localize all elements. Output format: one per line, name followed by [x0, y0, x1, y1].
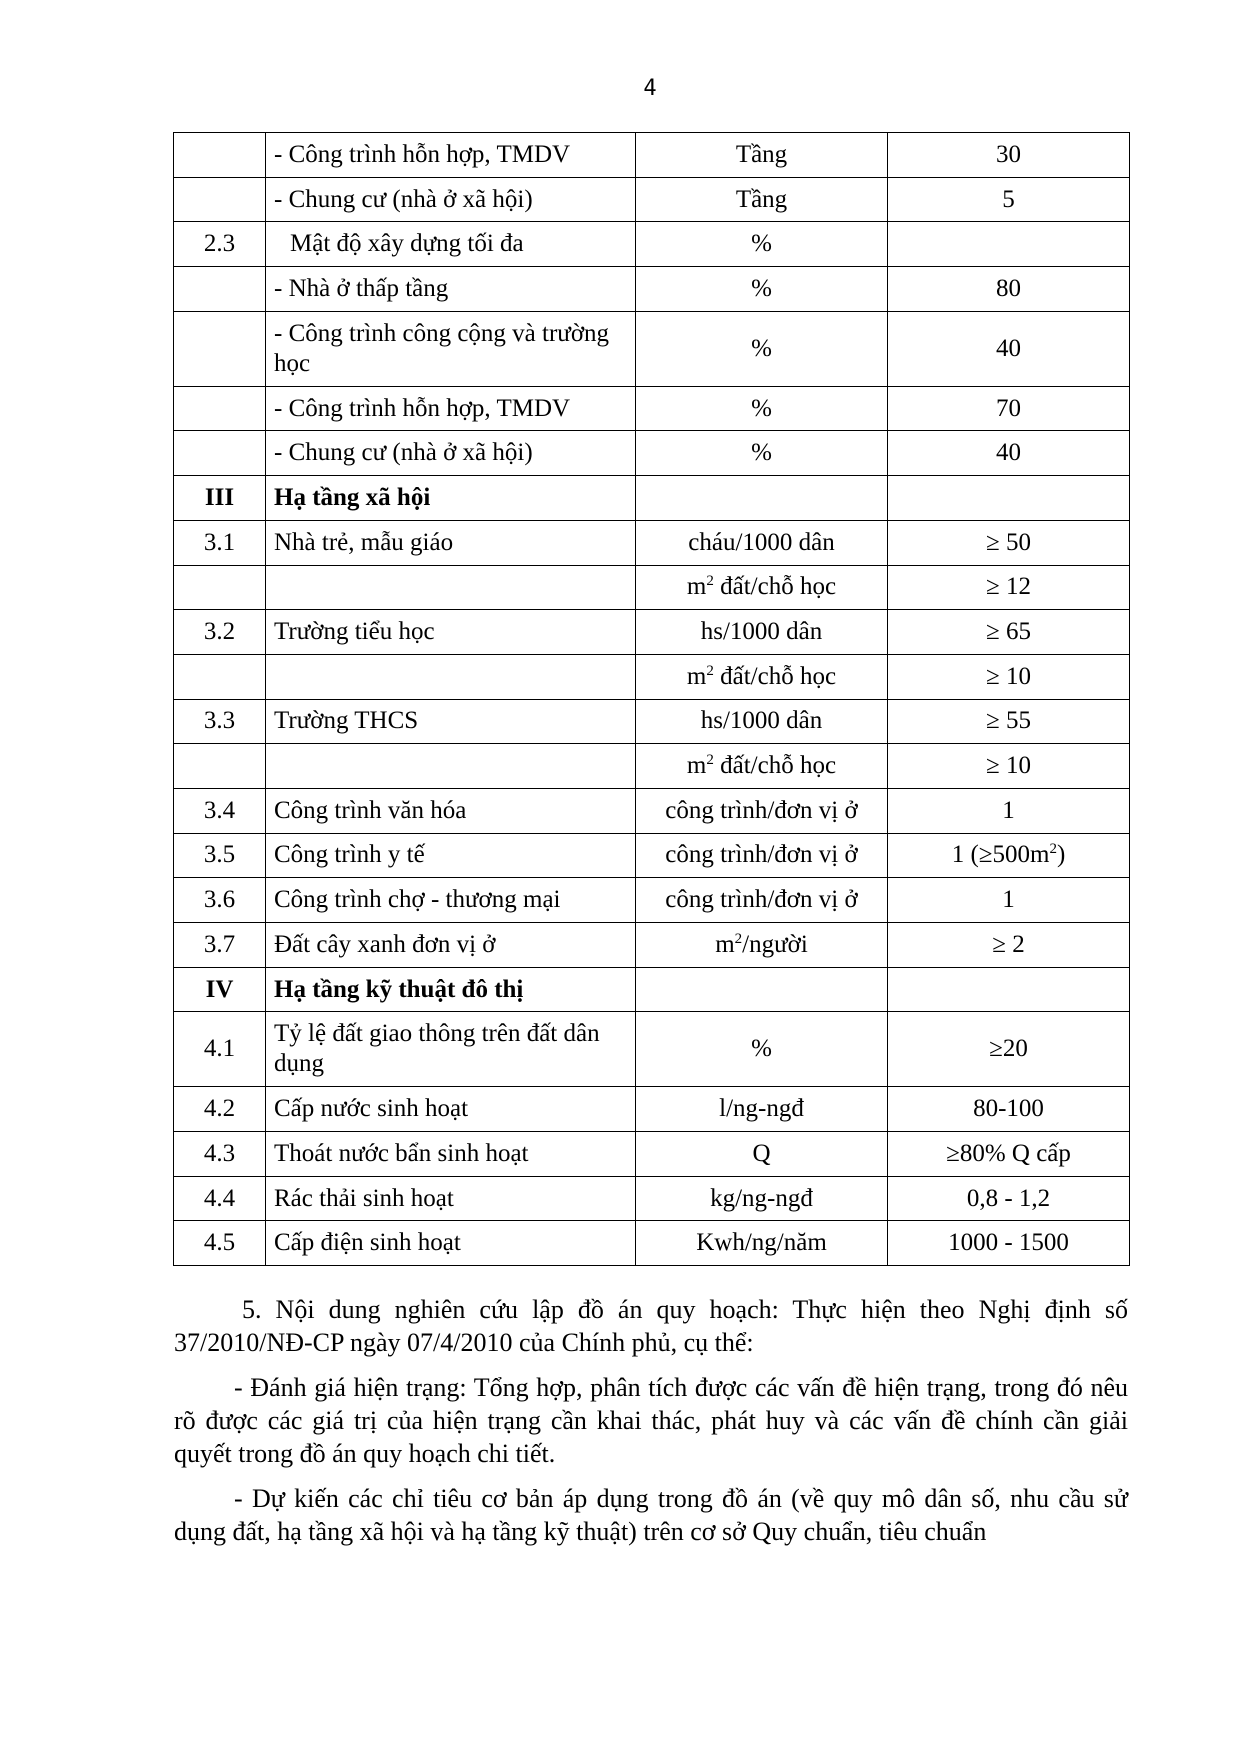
- row-number: 4.2: [174, 1087, 266, 1132]
- table-row: [174, 1012, 1130, 1087]
- row-unit: công trình/đơn vị ở: [636, 833, 888, 878]
- table-row: [174, 133, 1130, 178]
- section-row-technical-infrastructure: [174, 967, 1130, 1012]
- row-number: [174, 431, 266, 476]
- table-row: [174, 1221, 1130, 1266]
- row-value: [888, 967, 1130, 1012]
- row-number: [174, 386, 266, 431]
- row-value: 1 $(\ge 500m^2)$: [888, 833, 1130, 878]
- row-item: - Công trình công cộng và trường học: [266, 311, 636, 386]
- row-number: 3.6: [174, 878, 266, 923]
- table-row: [174, 222, 1130, 267]
- row-unit: hs/1000 dân: [636, 699, 888, 744]
- row-item: - Chung cư (nhà ở xã hội): [266, 431, 636, 476]
- row-value: 40: [888, 311, 1130, 386]
- row-item: - Công trình hỗn hợp, TMDV: [266, 386, 636, 431]
- row-number: 4.4: [174, 1176, 266, 1221]
- row-unit: %: [636, 431, 888, 476]
- row-unit: Q: [636, 1132, 888, 1177]
- table-row: [174, 565, 1130, 610]
- table-row: [174, 923, 1130, 968]
- row-value: ≥ 50: [888, 520, 1130, 565]
- paragraph-basic-indicators: - Dự kiến các chỉ tiêu cơ bản áp dụng trong đồ án (về quy mô dân số, nhu cầu sử dụng đất, hạ tầng xã hội và hạ tầng kỹ thuật) trên cơ sở Quy chuẩn, tiêu chuẩn: [174, 1484, 1128, 1546]
- row-value: ≥ 55: [888, 699, 1130, 744]
- table-row: [174, 788, 1130, 833]
- row-unit: %: [636, 386, 888, 431]
- table-row: [174, 654, 1130, 699]
- row-item: Công trình y tế: [266, 833, 636, 878]
- row-value: ≥ 2: [888, 923, 1130, 968]
- row-unit: %: [636, 1012, 888, 1087]
- row-item: Tỷ lệ đất giao thông trên đất dân dụng: [266, 1012, 636, 1087]
- paragraph-current-status: - Đánh giá hiện trạng: Tổng hợp, phân tích được các vấn đề hiện trạng, trong đó nêu rõ được các giá trị của hiện trạng cần khai thác, phát huy và các vấn đề chính cần giải quyết trong đồ án quy hoạch chi tiết.: [174, 1373, 1128, 1468]
- row-unit: công trình/đơn vị ở: [636, 788, 888, 833]
- row-number: [174, 744, 266, 789]
- row-number: [174, 267, 266, 312]
- row-number: 3.2: [174, 610, 266, 655]
- table-row: [174, 1132, 1130, 1177]
- row-item: [266, 654, 636, 699]
- page-number: 4: [643, 76, 657, 101]
- row-unit: %: [636, 222, 888, 267]
- row-unit: Tầng: [636, 133, 888, 178]
- row-value: 30: [888, 133, 1130, 178]
- row-item: Đất cây xanh đơn vị ở: [266, 923, 636, 968]
- row-number: [174, 177, 266, 222]
- row-number: 3.5: [174, 833, 266, 878]
- row-item: - Công trình hỗn hợp, TMDV: [266, 133, 636, 178]
- row-value: ≥ 10: [888, 744, 1130, 789]
- table-row: [174, 267, 1130, 312]
- row-item: Nhà trẻ, mẫu giáo: [266, 520, 636, 565]
- table-row: [174, 431, 1130, 476]
- row-value: ≥ 65: [888, 610, 1130, 655]
- row-value: 1: [888, 788, 1130, 833]
- row-value: ≥ 12: [888, 565, 1130, 610]
- row-value: ≥20: [888, 1012, 1130, 1087]
- row-unit: $m^2$ đất/chỗ học: [636, 565, 888, 610]
- row-number: [174, 654, 266, 699]
- row-unit: kg/ng-ngđ: [636, 1176, 888, 1221]
- row-number: III: [174, 476, 266, 521]
- row-unit: %: [636, 267, 888, 312]
- row-item: Rác thải sinh hoạt: [266, 1176, 636, 1221]
- row-item: Thoát nước bẩn sinh hoạt: [266, 1132, 636, 1177]
- row-unit: l/ng-ngđ: [636, 1087, 888, 1132]
- row-number: 3.3: [174, 699, 266, 744]
- row-value: 1000 - 1500: [888, 1221, 1130, 1266]
- row-number: [174, 311, 266, 386]
- row-value: 1: [888, 878, 1130, 923]
- row-item: [266, 744, 636, 789]
- indicator-table: [173, 132, 1130, 1266]
- body-text: [174, 1293, 1128, 1560]
- row-number: 4.3: [174, 1132, 266, 1177]
- row-item: Công trình văn hóa: [266, 788, 636, 833]
- row-item: Hạ tầng kỹ thuật đô thị: [266, 967, 636, 1012]
- row-unit: $m^2$/người: [636, 923, 888, 968]
- row-value: 5: [888, 177, 1130, 222]
- row-number: 3.1: [174, 520, 266, 565]
- table-row: [174, 177, 1130, 222]
- row-item: - Chung cư (nhà ở xã hội): [266, 177, 636, 222]
- table-row: [174, 1176, 1130, 1221]
- row-number: [174, 565, 266, 610]
- row-unit: %: [636, 311, 888, 386]
- row-number: 2.3: [174, 222, 266, 267]
- row-value: [888, 476, 1130, 521]
- table-row: [174, 1087, 1130, 1132]
- row-value: ≥80% Q cấp: [888, 1132, 1130, 1177]
- row-unit: hs/1000 dân: [636, 610, 888, 655]
- row-number: 3.7: [174, 923, 266, 968]
- paragraph-section-5: 5. Nội dung nghiên cứu lập đồ án quy hoạch: Thực hiện theo Nghị định số 37/2010/NĐ-CP ngày 07/4/2010 của Chính phủ, cụ thể:: [174, 1295, 1128, 1357]
- row-number: [174, 133, 266, 178]
- row-unit: Tầng: [636, 177, 888, 222]
- row-item: Công trình chợ - thương mại: [266, 878, 636, 923]
- row-unit: [636, 967, 888, 1012]
- table-row: [174, 610, 1130, 655]
- row-value: 70: [888, 386, 1130, 431]
- row-number: 4.1: [174, 1012, 266, 1087]
- row-item: Cấp nước sinh hoạt: [266, 1087, 636, 1132]
- row-number: 4.5: [174, 1221, 266, 1266]
- row-unit: [636, 476, 888, 521]
- section-row-social-infrastructure: [174, 476, 1130, 521]
- row-item: Trường THCS: [266, 699, 636, 744]
- row-value: 40: [888, 431, 1130, 476]
- row-unit: công trình/đơn vị ở: [636, 878, 888, 923]
- row-value: 80-100: [888, 1087, 1130, 1132]
- row-item: - Nhà ở thấp tầng: [266, 267, 636, 312]
- row-value: [888, 222, 1130, 267]
- table-row: [174, 833, 1130, 878]
- row-item: [266, 565, 636, 610]
- table-row: [174, 520, 1130, 565]
- table-row: [174, 386, 1130, 431]
- table-row: [174, 878, 1130, 923]
- table-row: [174, 744, 1130, 789]
- row-value: 80: [888, 267, 1130, 312]
- table-row: [174, 699, 1130, 744]
- row-item: Trường tiểu học: [266, 610, 636, 655]
- row-number: 3.4: [174, 788, 266, 833]
- row-number: IV: [174, 967, 266, 1012]
- row-value: ≥ 10: [888, 654, 1130, 699]
- row-unit: Kwh/ng/năm: [636, 1221, 888, 1266]
- row-unit: cháu/1000 dân: [636, 520, 888, 565]
- row-item: Cấp điện sinh hoạt: [266, 1221, 636, 1266]
- row-value: 0,8 - 1,2: [888, 1176, 1130, 1221]
- row-unit: $m^2$ đất/chỗ học: [636, 744, 888, 789]
- row-unit: $m^2$ đất/chỗ học: [636, 654, 888, 699]
- row-item: Mật độ xây dựng tối đa: [266, 222, 636, 267]
- row-item: Hạ tầng xã hội: [266, 476, 636, 521]
- table-row: [174, 311, 1130, 386]
